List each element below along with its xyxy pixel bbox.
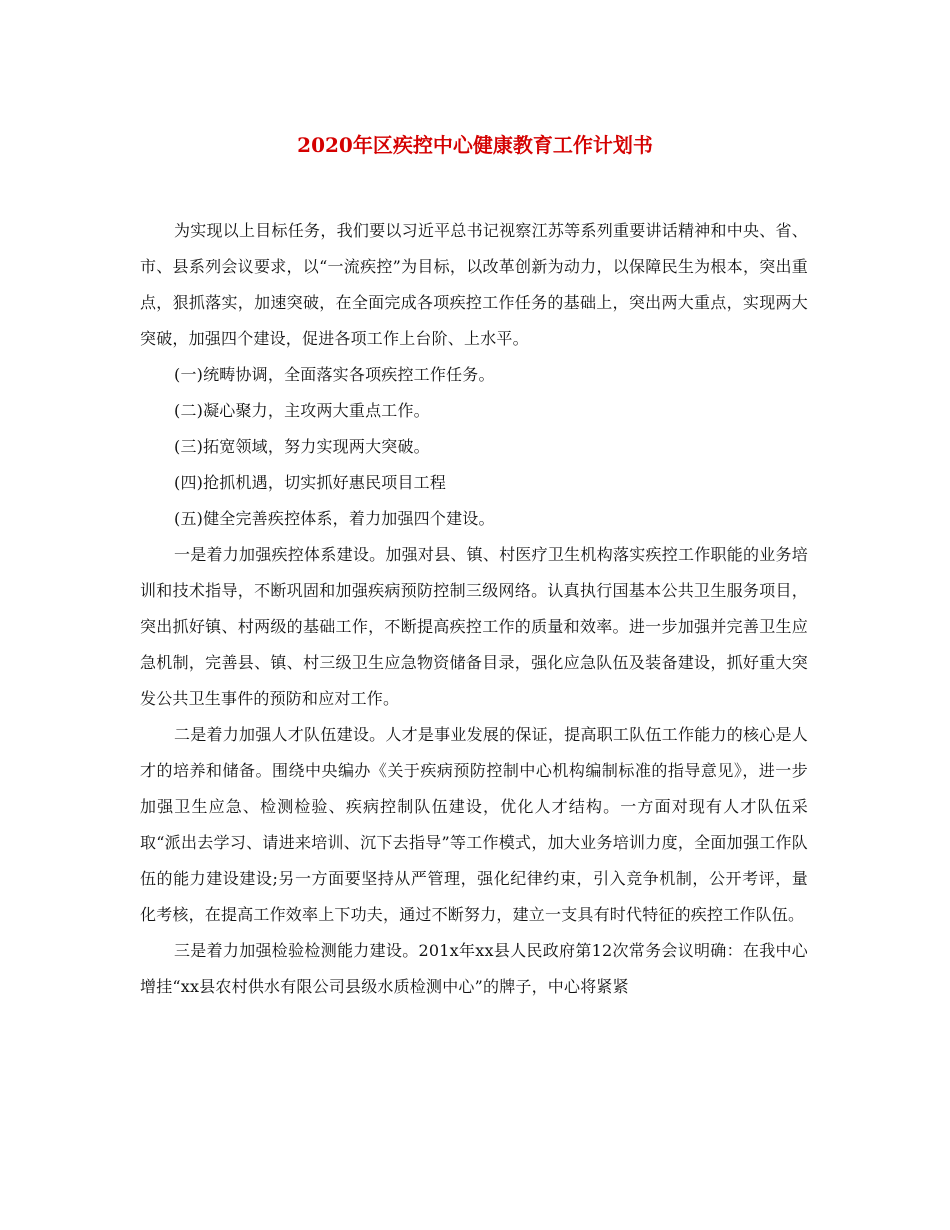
paragraph-system-building: 一是着力加强疾控体系建设。加强对县、镇、村医疗卫生机构落实疾控工作职能的业务培训和技术指导，不断巩固和加强疾病预防控制三级网络。认真执行国基本公共卫生服务项目，突出抓好镇、村两级的基础工作，不断提高疾控工作的质量和效率。进一步加强并完善卫生应急机制，完善县、镇、村三级卫生应急物资储备目录，强化应急队伍及装备建设，抓好重大突发公共卫生事件的预防和应对工作。	[140, 545, 808, 708]
document-title: 2020年区疾控中心健康教育工作计划书	[297, 133, 653, 157]
paragraph-item-3: (三)拓宽领域，努力实现两大突破。	[174, 437, 430, 456]
paragraph-item-5: (五)健全完善疾控体系，着力加强四个建设。	[174, 509, 495, 528]
document-body	[140, 213, 808, 1005]
paragraph-item-1: (一)统畴协调，全面落实各项疾控工作任务。	[174, 365, 495, 384]
paragraph-talent-building: 二是着力加强人才队伍建设。人才是事业发展的保证，提高职工队伍工作能力的核心是人才的培养和储备。围绕中央编办《关于疾病预防控制中心机构编制标准的指导意见》，进一步加强卫生应急、检测检验、疾病控制队伍建设，优化人才结构。一方面对现有人才队伍采取“派出去学习、请进来培训、沉下去指导”等工作模式，加大业务培训力度，全面加强工作队伍的能力建设建设;另一方面要坚持从严管理，强化纪律约束，引入竞争机制，公开考评，量化考核，在提高工作效率上下功夫，通过不断努力，建立一支具有时代特征的疾控工作队伍。	[140, 725, 808, 924]
paragraph-testing-building: 三是着力加强检验检测能力建设。201x年xx县人民政府第12次常务会议明确：在我中心增挂“xx县农村供水有限公司县级水质检测中心”的牌子，中心将紧紧	[140, 941, 808, 996]
paragraph-item-2: (二)凝心聚力，主攻两大重点工作。	[174, 401, 430, 420]
paragraph-item-4: (四)抢抓机遇，切实抓好惠民项目工程	[174, 473, 447, 492]
paragraph-intro: 为实现以上目标任务，我们要以习近平总书记视察江苏等系列重要讲话精神和中央、省、市、县系列会议要求，以“一流疾控”为目标，以改革创新为动力，以保障民生为根本，突出重点，狠抓落实，加速突破，在全面完成各项疾控工作任务的基础上，突出两大重点，实现两大突破，加强四个建设，促进各项工作上台阶、上水平。	[140, 221, 808, 348]
